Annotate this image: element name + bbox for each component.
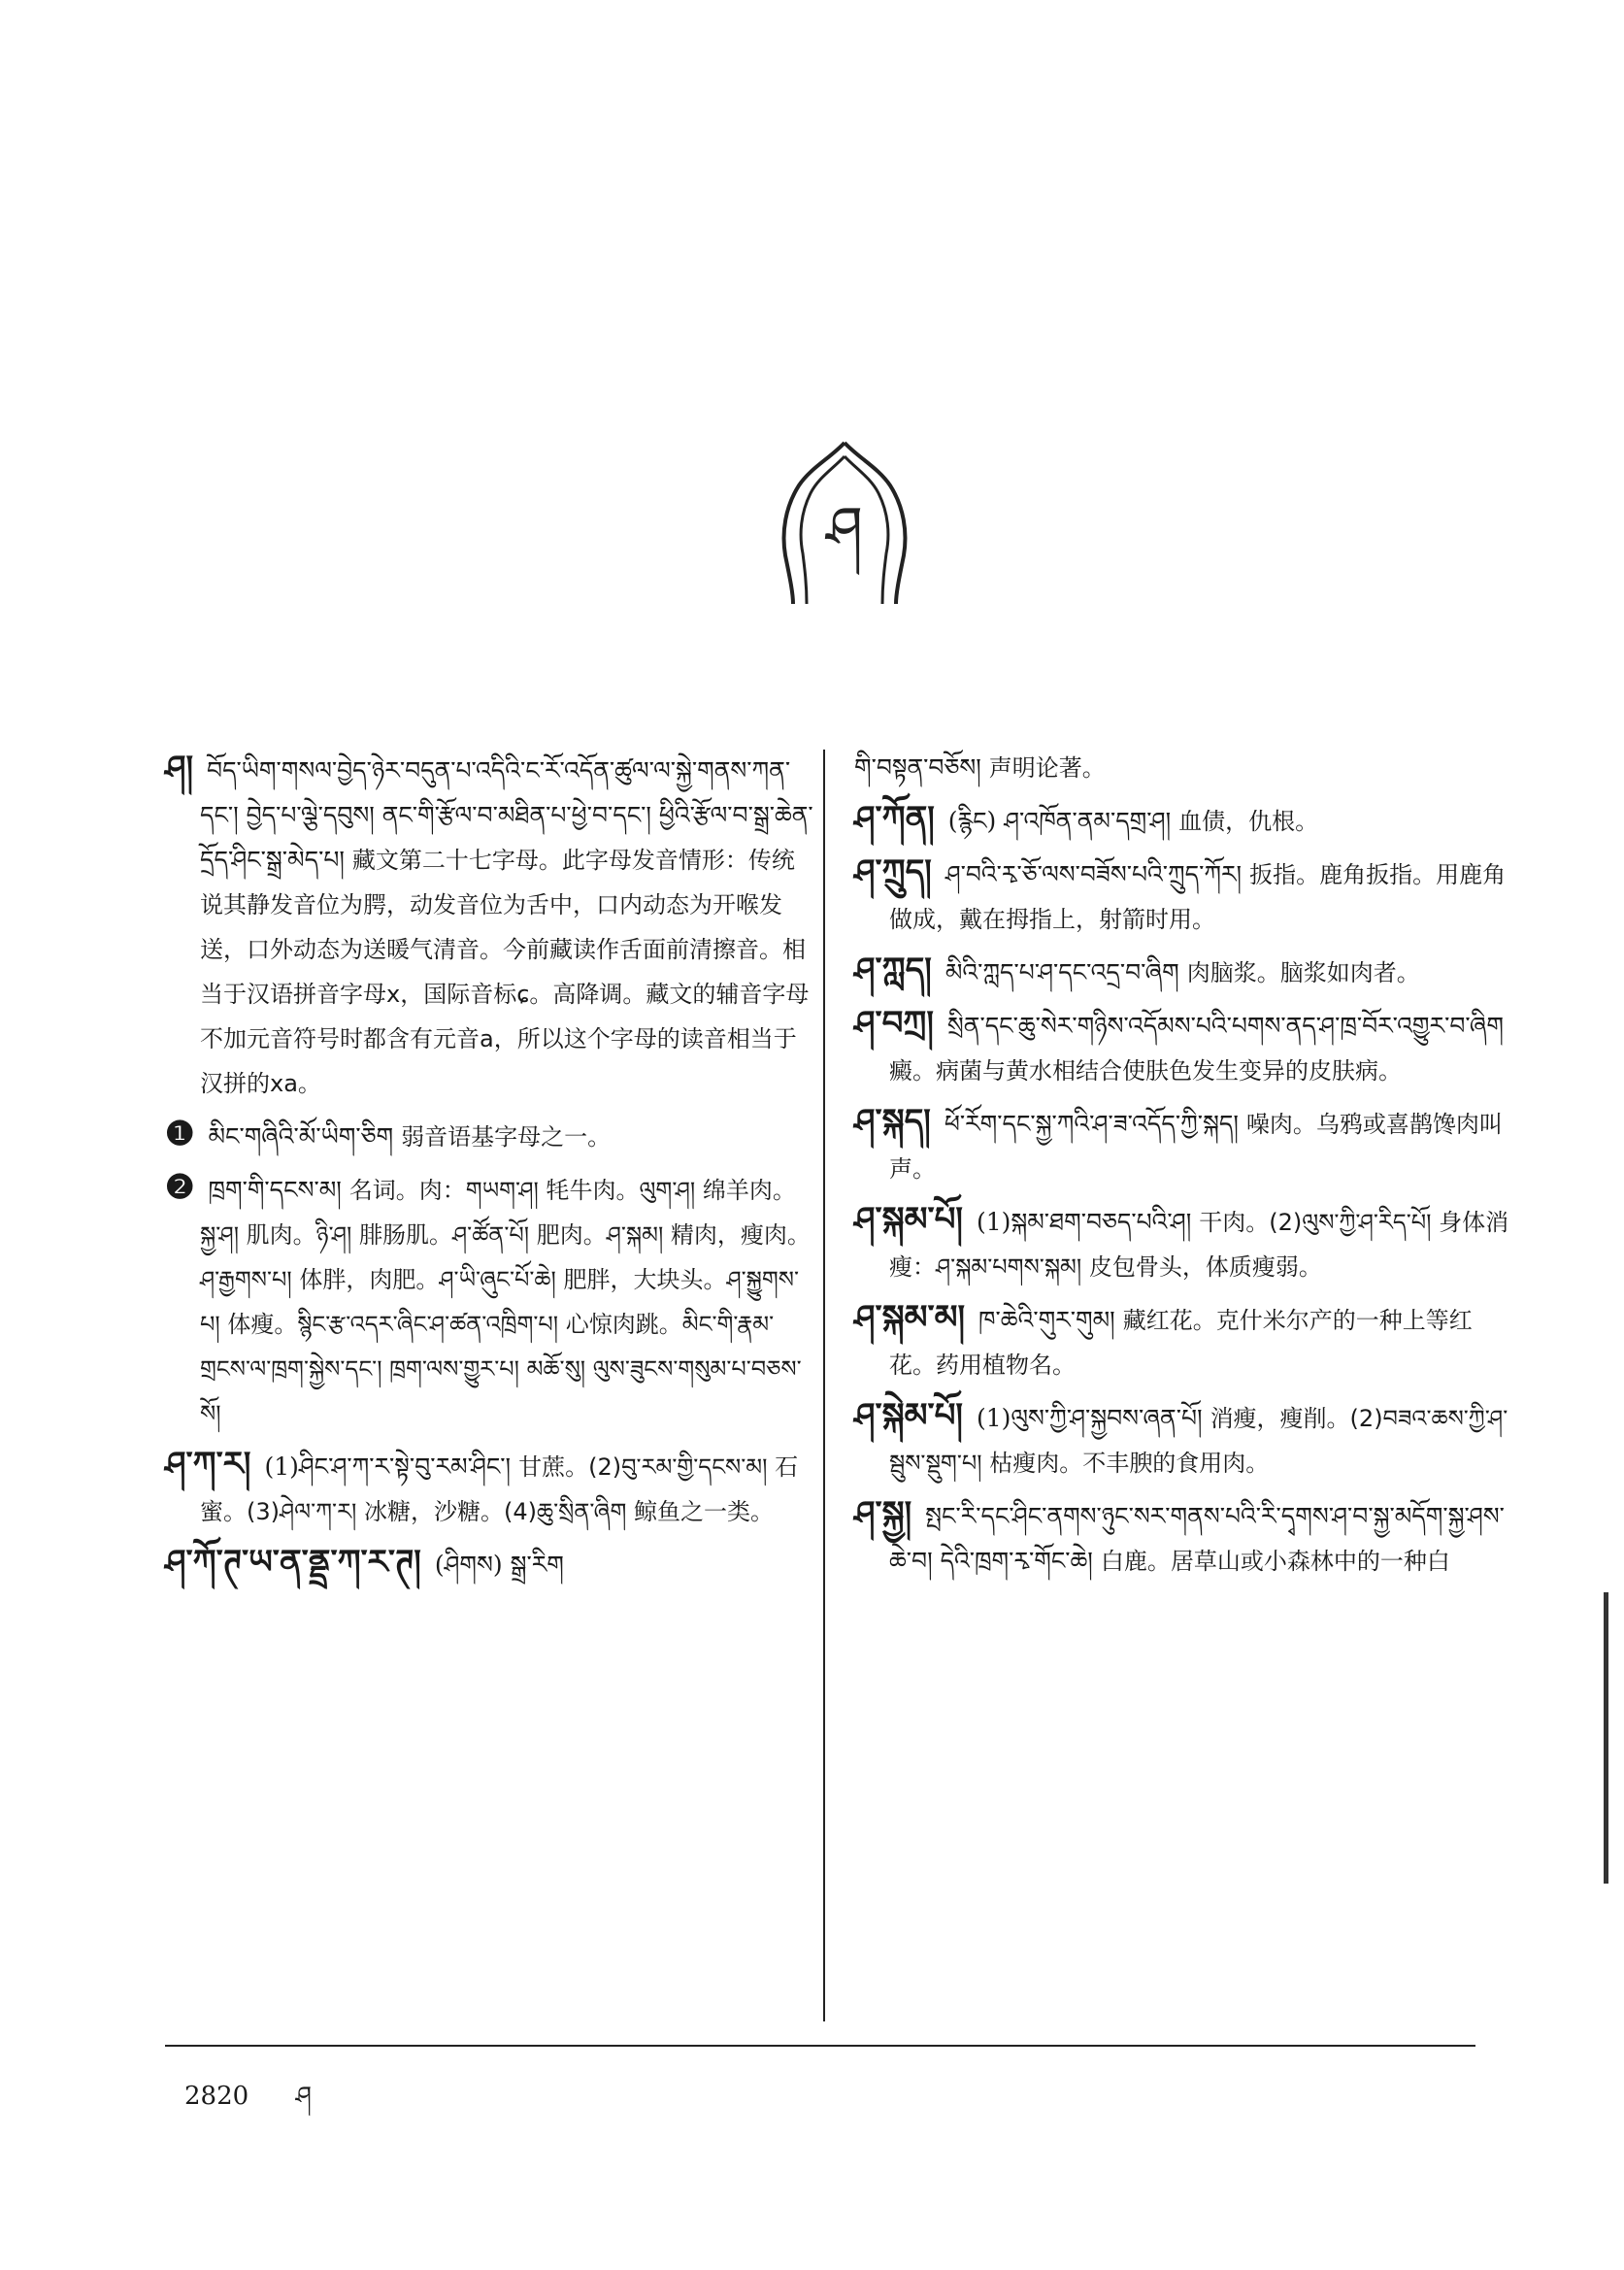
entry-tibetan-definition: བོད་ཡིག་གསལ་བྱེད་ཉེར་བདུན་པ་འདིའི་ང་རོ་འདོན་ཚུལ་ལ་སྐྱེ་གནས་ཀན་དང་། བྱེད་པ་ལྕེ་དབུས། ནང་གི་རྩོལ་བ་མཐིན་པ་ཕྱེ་བ་དང་། ཕྱིའི་རྩོལ་བ་སྒྲ་ཆེན་དྲོད་ཤིང་སྒྲ་མེད་པ།: [200, 756, 813, 874]
entry-tibetan-definition: ཁྲག་གི་དངས་མ།: [208, 1176, 342, 1204]
emblem-letter: ཤ: [826, 494, 863, 562]
dictionary-entry: [854, 850, 1514, 942]
entry-chinese-definition: 消瘦，瘦削。(2)བཟའ་ཆས་ཀྱི་ཤ་སྦུས་སྡུག་པ། 枯瘦肉。不丰腴的食用肉。: [889, 1405, 1508, 1477]
entry-chinese-definition: 藏文第二十七字母。此字母发音情形：传统说其静发音位为腭，动发音位为舌中，口内动态为开喉发送，口外动态为送暖气清音。今前藏读作舌面前清擦音。相当于汉语拼音字母x，国际音标ɕ。高降调。藏文的辅音字母不加元音符号时都含有元音a，所以这个字母的读音相当于汉拼的xa。: [200, 847, 810, 1097]
entry-tibetan-definition: (རྙིང) ཤ་འཁོན་ནམ་དགྲ་ཤ།: [947, 807, 1172, 835]
entry-chinese-definition: 弱音语基字母之一。: [401, 1123, 612, 1151]
dictionary-entry: [854, 796, 1514, 844]
entry-chinese-definition: 噪肉。乌鸦或喜鹊馋肉叫声。: [889, 1111, 1503, 1183]
entry-tibetan-definition: (1)ལུས་ཀྱི་ཤ་སྐྱབས་ཞན་པོ།: [976, 1404, 1203, 1432]
entry-chinese-definition: 声明论著。: [988, 754, 1106, 782]
entry-headword: ཤ།: [165, 749, 194, 787]
entry-tibetan-definition: ཤ་བའི་རྭ་ཅོ་ལས་བཟོས་པའི་ཀྲུད་ཀོར།: [945, 860, 1243, 888]
dictionary-entry: [165, 746, 815, 1106]
entry-tibetan-definition: གི་བསྟན་བཅོས།: [854, 753, 981, 782]
dictionary-entry: [854, 1099, 1514, 1191]
entry-headword: ཤ་ཀོན།: [854, 799, 935, 838]
entry-tibetan-definition: ཁ་ཆེའི་གུར་གུམ།: [978, 1306, 1115, 1334]
entry-chinese-definition: 扳指。鹿角扳指。用鹿角做成，戴在拇指上，射箭时用。: [889, 861, 1507, 933]
dictionary-entry: [854, 1001, 1514, 1093]
dictionary-entry: [854, 948, 1514, 995]
dictionary-entry: [854, 1393, 1514, 1486]
entry-tibetan-definition: (ཤིགས) སྒྲ་རིག: [434, 1551, 564, 1579]
entry-headword: ❶: [165, 1115, 195, 1153]
entry-headword: ཤ་ཀྲུད།: [854, 852, 932, 891]
entry-tibetan-definition: (1)སྐམ་ཐག་བཅད་པའི་ཤ།: [976, 1208, 1192, 1236]
dictionary-entry: [854, 746, 1514, 790]
margin-mark: [1604, 1592, 1608, 1884]
dictionary-entry: [165, 1442, 815, 1534]
entry-headword: ཤ་སྐམ་མ།: [854, 1298, 966, 1337]
entry-chinese-definition: 白鹿。居草山或小森林中的一种白: [1100, 1548, 1450, 1575]
entry-tibetan-definition: ཕོ་རོག་དང་སྐྱ་ཀའི་ཤ་ཟ་འདོད་ཀྱི་སྐད།: [944, 1110, 1239, 1138]
entry-chinese-definition: 癜。病菌与黄水相结合使肤色发生变异的皮肤病。: [889, 1057, 1402, 1085]
entry-headword: ཤ་ཀོ་ཊ་ཡ་ན་ནྡྲ་ཀ་ར་ཊ།: [165, 1543, 421, 1582]
entry-chinese-definition: 肉脑浆。脑浆如肉者。: [1186, 959, 1420, 986]
dictionary-entry: [165, 1165, 815, 1436]
page-number: 2820: [184, 2082, 249, 2111]
dictionary-entry: [165, 1112, 815, 1159]
entry-chinese-definition: 血债，仇根。: [1178, 808, 1319, 835]
dictionary-entry: [854, 1197, 1514, 1289]
entry-headword: ཤ་བཀྲ།: [854, 1004, 934, 1043]
entry-headword: ཤ་ཀ་ར།: [165, 1445, 251, 1484]
entry-chinese-definition: 干肉。(2)ལུས་ཀྱི་ཤ་རིད་པོ། 身体消瘦：ཤ་སྐམ་པགས་སྐམ། 皮包骨头，体质瘦弱。: [889, 1209, 1509, 1281]
entry-headword: ཤ་སྐམ་པོ།: [854, 1200, 963, 1239]
entry-chinese-definition: 藏红花。克什米尔产的一种上等红花。药用植物名。: [889, 1307, 1473, 1379]
column-divider: [823, 750, 825, 2021]
page-footer: [184, 2068, 350, 2139]
dictionary-entry: [854, 1491, 1514, 1584]
dictionary-entry: [854, 1295, 1514, 1387]
right-column: [854, 746, 1514, 1589]
left-column: [165, 746, 815, 1593]
dictionary-entry: [165, 1540, 815, 1587]
entry-tibetan-definition: སྲིན་དང་ཆུ་སེར་གཉིས་འདོམས་པའི་པགས་ནད་ཤ་ཁྲ་བོར་འགྱུར་བ་ཞིག: [946, 1012, 1504, 1040]
entry-chinese-definition: 名词。肉：གཡག་ཤ། 牦牛肉。ལུག་ཤ། 绵羊肉。སྐྱ་ཤ། 肌肉。ཉི་ཤ། 腓肠肌。ཤ་ཚོན་པོ། 肥肉。ཤ་སྐམ། 精肉，瘦肉。ཤ་རྒྱགས་པ། 体胖，肉肥。ཤ་ཡི་ཞུང་པོ་ཆེ། 肥胖，大块头。ཤ་སྐྱུགས་པ། 体瘦。སྙིང་རྩ་འདར་ཞིང་ཤ་ཚན་འཁྲིག་པ། 心惊肉跳。མིང་གི་རྣམ་གྲངས་ལ་ཁྲག་སྐྱེས་དང་། ཁྲག་ལས་གྱུར་པ། མཆོ་སུ། ལུས་ཟུངས་གསུམ་པ་བཅས་སོ།: [200, 1177, 811, 1427]
entry-tibetan-definition: (1)ཤིང་ཤ་ཀ་ར་སྟེ་བུ་རམ་ཤིང་།: [264, 1452, 512, 1481]
entry-headword: ཤ་ཀླད།: [854, 951, 932, 989]
entry-tibetan-definition: མིའི་ཀླད་པ་ཤ་དང་འདྲ་བ་ཞིག: [945, 958, 1179, 986]
entry-chinese-definition: 甘蔗。(2)བུ་རམ་གྱི་དངས་མ། 石蜜。(3)ཤེལ་ཀ་ར། 冰糖，沙糖。(4)ཆུ་སྲིན་ཞིག 鲸鱼之一类。: [200, 1453, 799, 1525]
entry-headword: ཤ་སྐད།: [854, 1102, 931, 1141]
section-letter: ཤ: [295, 2082, 312, 2111]
footer-rule: [165, 2045, 1475, 2047]
entry-tibetan-definition: མིང་གཞིའི་མོ་ཡིག་ཅིག: [208, 1122, 394, 1151]
entry-tibetan-definition: སྤང་རི་དང་ཤིང་ནགས་ཉུང་སར་གནས་པའི་རི་དྭགས་ཤ་བ་སྐྱ་མདོག་སྐྱ་ཤས་ཆེ་བ། དེའི་ཁྲག་རྭ་གོང་ཆེ།: [889, 1502, 1505, 1575]
entry-headword: ཤ་སྐེམ་པོ།: [854, 1396, 963, 1435]
entry-headword: ❷: [165, 1168, 195, 1207]
entry-headword: ཤ་སྐྱ།: [854, 1494, 912, 1533]
lotus-frame-icon: [772, 439, 917, 612]
